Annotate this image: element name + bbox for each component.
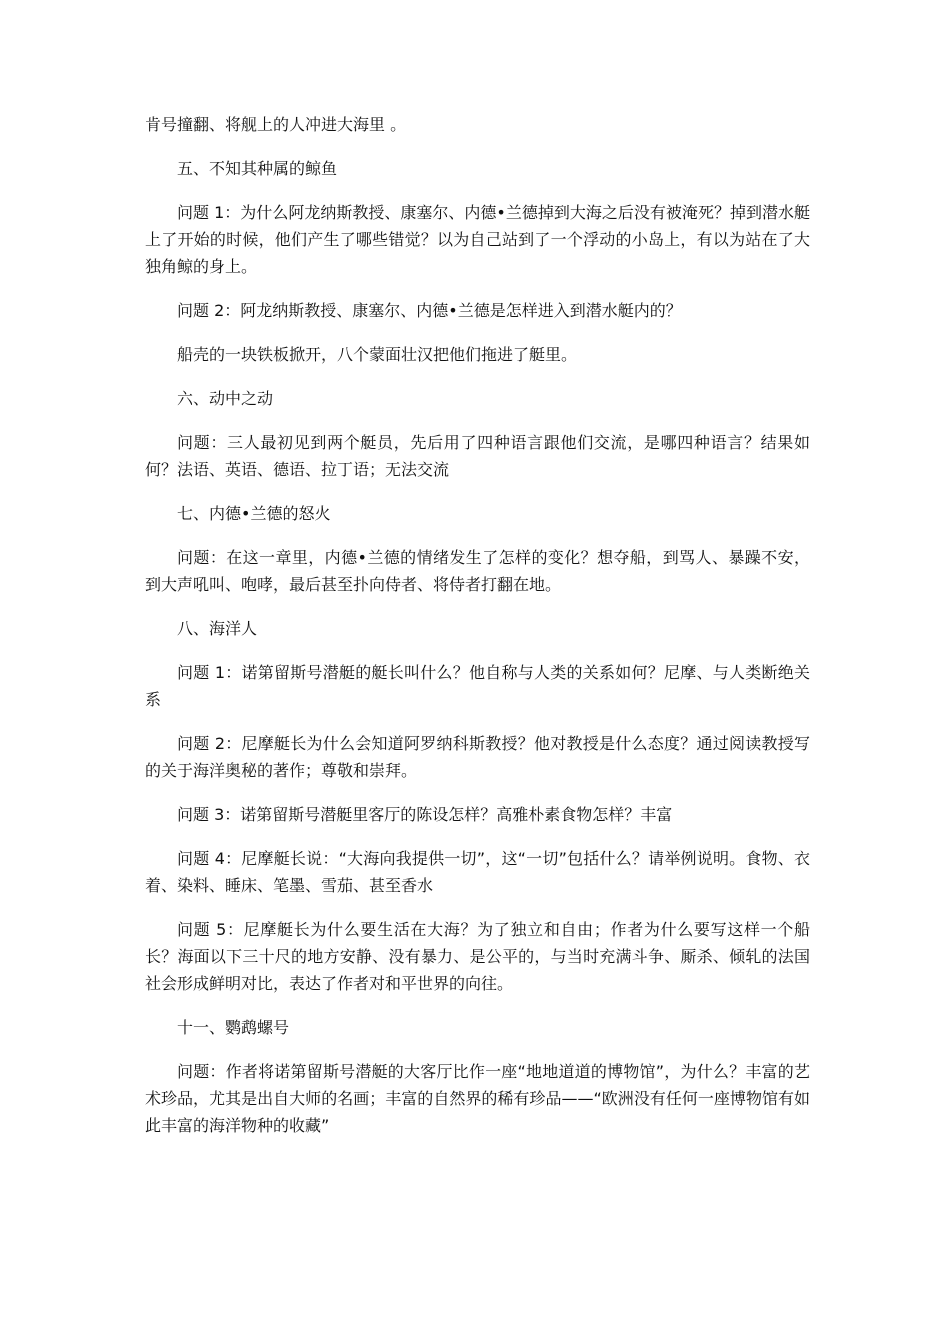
question-paragraph: 问题 2：阿龙纳斯教授、康塞尔、内德•兰德是怎样进入到潜水艇内的？ <box>177 301 682 320</box>
section-heading-6: 六、动中之动 <box>177 389 274 408</box>
question-paragraph: 问题 4：尼摩艇长说：“大海向我提供一切”，这“一切”包括什么？请举例说明。食物、衣着、染料、睡床、笔墨、雪茄、甚至香水 <box>145 849 810 895</box>
question-paragraph: 问题 2：尼摩艇长为什么会知道阿罗纳科斯教授？他对教授是什么态度？通过阅读教授写的关于海洋奥秘的著作；尊敬和崇拜。 <box>145 734 810 780</box>
question-paragraph: 问题 1：为什么阿龙纳斯教授、康塞尔、内德•兰德掉到大海之后没有被淹死？掉到潜水艇上了开始的时候，他们产生了哪些错觉？以为自己站到了一个浮动的小岛上，有以为站在了大独角鲸的身上。 <box>145 203 810 276</box>
section-heading-5: 五、不知其种属的鲸鱼 <box>177 159 338 178</box>
section-heading-8: 八、海洋人 <box>177 619 258 638</box>
question-paragraph: 问题 1：诺第留斯号潜艇的艇长叫什么？他自称与人类的关系如何？尼摩、与人类断绝关系 <box>145 663 810 709</box>
section-heading-7: 七、内德•兰德的怒火 <box>177 504 331 523</box>
question-paragraph: 问题：作者将诺第留斯号潜艇的大客厅比作一座“地地道道的博物馆”，为什么？丰富的艺术珍品，尤其是出自大师的名画；丰富的自然界的稀有珍品——“欧洲没有任何一座博物馆有如此丰富的海洋物种的收藏” <box>145 1062 810 1135</box>
question-paragraph: 问题 5：尼摩艇长为什么要生活在大海？为了独立和自由；作者为什么要写这样一个船长？海面以下三十尺的地方安静、没有暴力、是公平的，与当时充满斗争、厮杀、倾轧的法国社会形成鲜明对比，表达了作者对和平世界的向往。 <box>145 920 810 993</box>
paragraph-continuation: 肯号撞翻、将舰上的人冲进大海里 。 <box>145 115 407 134</box>
answer-paragraph: 船壳的一块铁板掀开，八个蒙面壮汉把他们拖进了艇里。 <box>177 345 578 364</box>
question-paragraph: 问题 3：诺第留斯号潜艇里客厅的陈设怎样？高雅朴素食物怎样？丰富 <box>177 805 673 824</box>
question-paragraph: 问题：在这一章里，内德•兰德的情绪发生了怎样的变化？想夺船，到骂人、暴躁不安，到大声吼叫、咆哮，最后甚至扑向侍者、将侍者打翻在地。 <box>145 548 810 594</box>
document-body <box>145 111 810 1156</box>
section-heading-11: 十一、鹦鹉螺号 <box>177 1018 290 1037</box>
question-paragraph: 问题：三人最初见到两个艇员，先后用了四种语言跟他们交流，是哪四种语言？结果如何？法语、英语、德语、拉丁语；无法交流 <box>145 433 810 479</box>
